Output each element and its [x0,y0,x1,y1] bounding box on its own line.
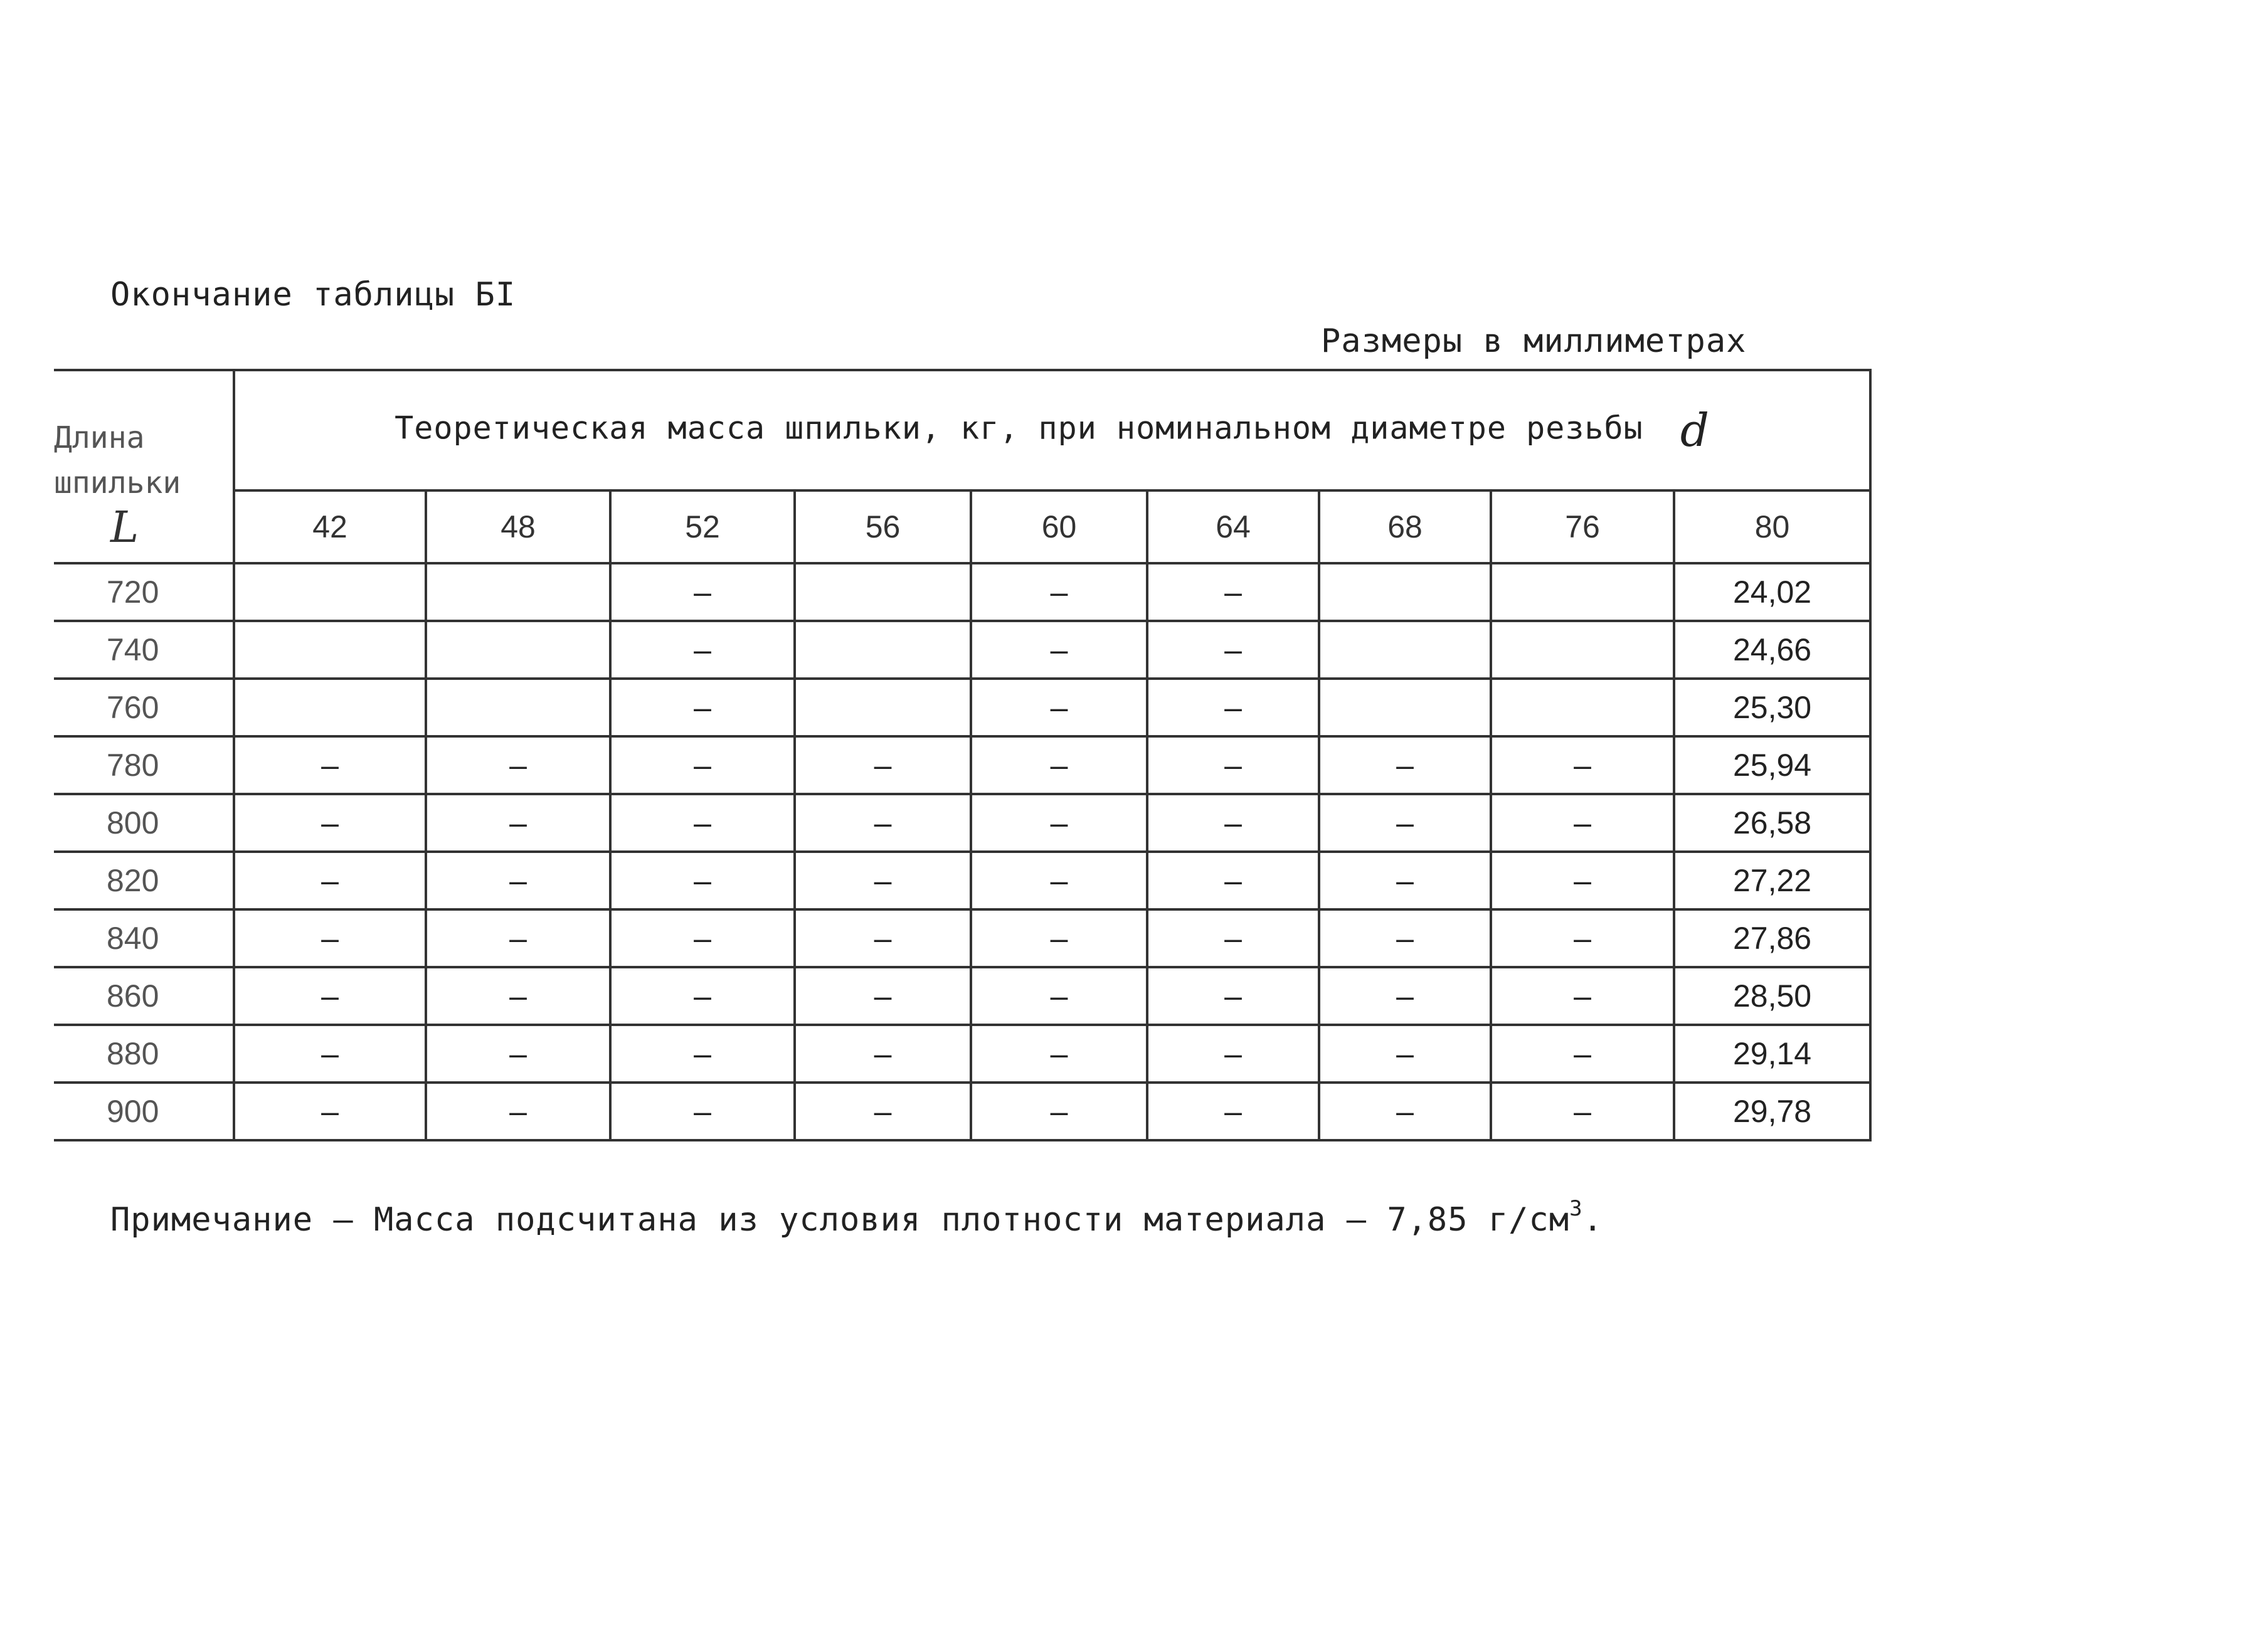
mass-cell: – [795,1025,971,1083]
footnote-superscript: 3 [1569,1196,1583,1221]
mass-cell: – [795,852,971,909]
length-cell: 720 [54,563,234,621]
table-row [54,967,1870,1025]
mass-cell: – [795,967,971,1025]
diameter-header-cell: 80 [1674,490,1870,563]
mass-cell: – [234,794,426,852]
mass-cell: – [610,909,795,967]
mass-cell: – [971,794,1147,852]
mass-cell: – [971,621,1147,679]
mass-cell: – [1319,852,1491,909]
mass-cell: – [971,1083,1147,1140]
mass-cell: – [234,852,426,909]
length-cell: 860 [54,967,234,1025]
mass-cell: – [1491,794,1674,852]
mass-cell: – [1491,1083,1674,1140]
diameter-header-cell: 76 [1491,490,1674,563]
mass-cell: 29,78 [1674,1083,1870,1140]
mass-cell [795,621,971,679]
mass-cell: – [426,794,610,852]
mass-cell: – [1147,736,1319,794]
mass-cell: 29,14 [1674,1025,1870,1083]
mass-cell: – [1319,736,1491,794]
length-cell: 780 [54,736,234,794]
mass-cell: – [1147,1025,1319,1083]
diameter-header-cell: 60 [971,490,1147,563]
mass-cell [795,563,971,621]
units-note: Размеры в миллиметрах [1321,322,1747,360]
mass-header-text: Теоретическая масса шпильки, кг, при номинальном диаметре резьбы [395,410,1643,447]
mass-cell: – [610,736,795,794]
mass-cell: – [971,909,1147,967]
table-body [54,563,1870,1140]
length-cell: 900 [54,1083,234,1140]
mass-cell: – [426,1083,610,1140]
mass-cell: – [971,852,1147,909]
mass-cell: – [1491,852,1674,909]
diameter-header-cell: 64 [1147,490,1319,563]
mass-cell: – [610,852,795,909]
mass-cell: – [1147,794,1319,852]
mass-cell [1491,563,1674,621]
mass-cell: – [1491,967,1674,1025]
mass-cell: – [1147,1083,1319,1140]
mass-cell [1319,679,1491,736]
mass-cell: – [1147,967,1319,1025]
length-cell: 800 [54,794,234,852]
mass-cell: – [1319,1083,1491,1140]
mass-cell [1491,679,1674,736]
mass-cell: – [971,563,1147,621]
mass-cell: – [1319,1025,1491,1083]
mass-cell: – [610,1025,795,1083]
mass-cell: – [971,736,1147,794]
mass-cell: – [795,794,971,852]
mass-cell: – [234,1025,426,1083]
mass-cell: – [1147,679,1319,736]
mass-cell [234,563,426,621]
length-cell: 820 [54,852,234,909]
mass-cell: – [1147,563,1319,621]
mass-header [234,370,1870,490]
table-row [54,736,1870,794]
mass-cell [426,563,610,621]
mass-cell [234,621,426,679]
mass-cell: – [234,909,426,967]
table-row [54,1025,1870,1083]
footnote-text: Примечание – Масса подсчитана из условия плотности материала – 7,85 г/см [110,1201,1570,1239]
mass-cell: – [795,909,971,967]
mass-cell: 26,58 [1674,794,1870,852]
mass-cell: – [610,563,795,621]
footnote [110,1196,1603,1239]
mass-cell: – [971,679,1147,736]
table-row [54,679,1870,736]
mass-cell: 25,94 [1674,736,1870,794]
mass-cell: – [426,1025,610,1083]
mass-cell [1319,563,1491,621]
table-row [54,1083,1870,1140]
mass-cell: – [1319,909,1491,967]
mass-cell: – [795,736,971,794]
length-header [54,370,234,563]
mass-cell: – [234,1083,426,1140]
mass-cell: 28,50 [1674,967,1870,1025]
mass-cell: – [426,852,610,909]
diameter-header-cell: 48 [426,490,610,563]
mass-cell: – [1319,967,1491,1025]
table-row [54,621,1870,679]
mass-cell: – [1319,794,1491,852]
length-header-line2: шпильки [54,465,181,500]
mass-table [54,369,1872,1141]
diameter-symbol: d [1680,404,1710,457]
table-row [54,909,1870,967]
length-header-line1: Длина [54,420,145,455]
diameter-header-cell: 68 [1319,490,1491,563]
mass-cell [234,679,426,736]
mass-cell: – [610,621,795,679]
mass-cell: – [1147,621,1319,679]
mass-cell: – [971,1025,1147,1083]
table-row [54,563,1870,621]
diameter-header-cell: 56 [795,490,971,563]
mass-cell: – [234,736,426,794]
length-symbol: L [110,503,139,553]
mass-cell: – [610,794,795,852]
mass-cell [795,679,971,736]
mass-cell: – [1491,1025,1674,1083]
mass-cell: – [610,967,795,1025]
mass-cell: – [1491,736,1674,794]
mass-cell: – [610,1083,795,1140]
mass-cell: 27,86 [1674,909,1870,967]
mass-cell: 24,02 [1674,563,1870,621]
mass-cell: 27,22 [1674,852,1870,909]
footnote-end: . [1582,1201,1603,1239]
mass-cell: – [610,679,795,736]
mass-cell [1319,621,1491,679]
table-row [54,852,1870,909]
table-row [54,794,1870,852]
table-caption: Окончание таблицы БI [110,276,516,314]
length-cell: 740 [54,621,234,679]
mass-cell: – [426,909,610,967]
mass-cell: 24,66 [1674,621,1870,679]
diameter-header-cell: 52 [610,490,795,563]
length-cell: 760 [54,679,234,736]
diameter-header-cell: 42 [234,490,426,563]
mass-cell: – [795,1083,971,1140]
mass-cell: – [1147,909,1319,967]
mass-cell: 25,30 [1674,679,1870,736]
mass-cell [426,679,610,736]
mass-cell: – [971,967,1147,1025]
mass-cell [1491,621,1674,679]
mass-cell: – [1147,852,1319,909]
mass-cell: – [426,736,610,794]
mass-cell: – [234,967,426,1025]
length-cell: 880 [54,1025,234,1083]
mass-cell [426,621,610,679]
diameter-header-row [54,490,1870,563]
mass-cell: – [1491,909,1674,967]
length-cell: 840 [54,909,234,967]
mass-cell: – [426,967,610,1025]
